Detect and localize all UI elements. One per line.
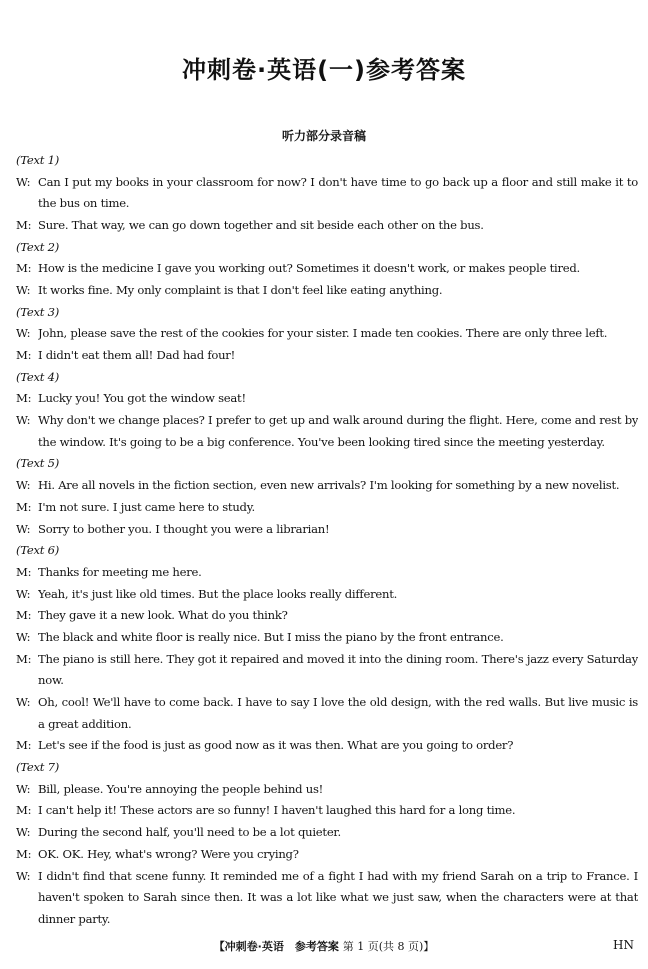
speaker-label: W: [16, 282, 31, 297]
dialogue-line [16, 474, 638, 496]
speaker-label: W: [16, 695, 31, 710]
speaker-label: M: [16, 803, 32, 818]
speaker-label: W: [16, 781, 31, 796]
dialogue-line [16, 821, 638, 843]
text-label-content: (Text 3) [16, 304, 59, 319]
dialogue-text: now. [38, 673, 64, 688]
dialogue-text: haven't spoken to Sarah since then. It was a lot like what we just saw, when the characters were at that [38, 890, 638, 905]
region-code: HN [613, 938, 634, 952]
footer-page-number: 第 1 页(共 8 页)】 [342, 940, 435, 953]
page-title: 冲刺卷·英语(一)参考答案 [181, 56, 467, 84]
dialogue-text: a great addition. [38, 716, 132, 731]
dialogue-line [16, 626, 638, 648]
dialogue-text: Lucky you! You got the window seat! [38, 391, 246, 406]
speaker-label: M: [16, 391, 32, 406]
dialogue-text: the window. It's going to be a big conference. You've been looking tired since the meeting yesterday. [38, 434, 605, 449]
speaker-label: M: [16, 261, 32, 276]
dialogue-line [16, 865, 638, 887]
text-label [16, 149, 638, 171]
text-label [16, 453, 638, 475]
dialogue-text: Let's see if the food is just as good now as it was then. What are you going to order? [38, 738, 514, 753]
dialogue-text: The black and white floor is really nice. But I miss the piano by the front entrance. [38, 629, 504, 644]
dialogue-line [16, 409, 638, 431]
text-label [16, 756, 638, 778]
speaker-label: M: [16, 499, 32, 514]
dialogue-continuation [16, 886, 638, 908]
dialogue-text: Sorry to bother you. I thought you were a librarian! [38, 521, 330, 536]
dialogue-line [16, 344, 638, 366]
text-label [16, 301, 638, 323]
dialogue-continuation [16, 908, 638, 930]
dialogue-line [16, 561, 638, 583]
dialogue-line [16, 778, 638, 800]
dialogue-continuation [16, 431, 638, 453]
dialogue-text: John, please save the rest of the cookies for your sister. I made ten cookies. There are only three left. [38, 326, 608, 341]
dialogue-text: I didn't find that scene funny. It reminded me of a fight I had with my friend Sarah on a trip to France. I [38, 868, 638, 883]
speaker-label: M: [16, 846, 32, 861]
dialogue-text: I'm not sure. I just came here to study. [38, 499, 255, 514]
dialogue-text: How is the medicine I gave you working out? Sometimes it doesn't work, or makes people tired. [38, 261, 580, 276]
page-footer [0, 938, 648, 954]
section-subtitle: 听力部分录音稿 [281, 129, 366, 143]
dialogue-line [16, 518, 638, 540]
speaker-label: M: [16, 738, 32, 753]
text-label [16, 236, 638, 258]
speaker-label: M: [16, 348, 32, 363]
dialogue-text: Can I put my books in your classroom for now? I don't have time to go back up a floor and still make it to [38, 174, 638, 189]
dialogue-text: Bill, please. You're annoying the people behind us! [38, 781, 324, 796]
dialogue-text: Hi. Are all novels in the fiction section, even new arrivals? I'm looking for something by a new novelist. [38, 478, 620, 493]
text-label [16, 539, 638, 561]
dialogue-text: Why don't we change places? I prefer to get up and walk around during the flight. Here, come and rest by [38, 413, 638, 428]
dialogue-continuation [16, 670, 638, 692]
dialogue-continuation [16, 192, 638, 214]
dialogue-text: I didn't eat them all! Dad had four! [38, 348, 236, 363]
dialogue-line [16, 800, 638, 822]
dialogue-text: Sure. That way, we can go down together and sit beside each other on the bus. [38, 217, 484, 232]
dialogue-text: Yeah, it's just like old times. But the place looks really different. [38, 586, 398, 601]
dialogue-continuation [16, 713, 638, 735]
dialogue-text: It works fine. My only complaint is that I don't feel like eating anything. [38, 282, 443, 297]
speaker-label: W: [16, 326, 31, 341]
text-label-content: (Text 4) [16, 369, 59, 384]
dialogue-line [16, 843, 638, 865]
footer-label: 【冲刺卷·英语 参考答案 [213, 940, 339, 953]
dialogue-text: The piano is still here. They got it repaired and moved it into the dining room. There's jazz every Saturday [38, 651, 638, 666]
speaker-label: M: [16, 651, 32, 666]
speaker-label: M: [16, 564, 32, 579]
speaker-label: W: [16, 629, 31, 644]
speaker-label: M: [16, 217, 32, 232]
speaker-label: W: [16, 521, 31, 536]
speaker-label: W: [16, 825, 31, 840]
dialogue-line [16, 735, 638, 757]
dialogue-text: Thanks for meeting me here. [38, 564, 202, 579]
dialogue-line [16, 214, 638, 236]
text-label-content: (Text 6) [16, 543, 59, 558]
speaker-label: W: [16, 478, 31, 493]
transcript-body [16, 149, 638, 930]
text-label-content: (Text 5) [16, 456, 59, 471]
dialogue-text: dinner party. [38, 911, 111, 926]
dialogue-line [16, 257, 638, 279]
dialogue-text: Oh, cool! We'll have to come back. I have to say I love the old design, with the red walls. But live music is [38, 695, 638, 710]
dialogue-line [16, 496, 638, 518]
dialogue-line [16, 388, 638, 410]
dialogue-text: the bus on time. [38, 196, 130, 211]
dialogue-line [16, 648, 638, 670]
speaker-label: M: [16, 608, 32, 623]
dialogue-line [16, 691, 638, 713]
speaker-label: W: [16, 413, 31, 428]
dialogue-line [16, 323, 638, 345]
dialogue-text: They gave it a new look. What do you think? [38, 608, 288, 623]
dialogue-text: OK. OK. Hey, what's wrong? Were you crying? [38, 846, 299, 861]
text-label-content: (Text 7) [16, 760, 59, 775]
text-label-content: (Text 1) [16, 152, 59, 167]
speaker-label: W: [16, 174, 31, 189]
dialogue-line [16, 583, 638, 605]
speaker-label: W: [16, 586, 31, 601]
text-label [16, 366, 638, 388]
dialogue-text: I can't help it! These actors are so funny! I haven't laughed this hard for a long time. [38, 803, 516, 818]
dialogue-line [16, 604, 638, 626]
speaker-label: W: [16, 868, 31, 883]
text-label-content: (Text 2) [16, 239, 59, 254]
dialogue-line [16, 171, 638, 193]
dialogue-line [16, 279, 638, 301]
dialogue-text: During the second half, you'll need to be a lot quieter. [38, 825, 341, 840]
